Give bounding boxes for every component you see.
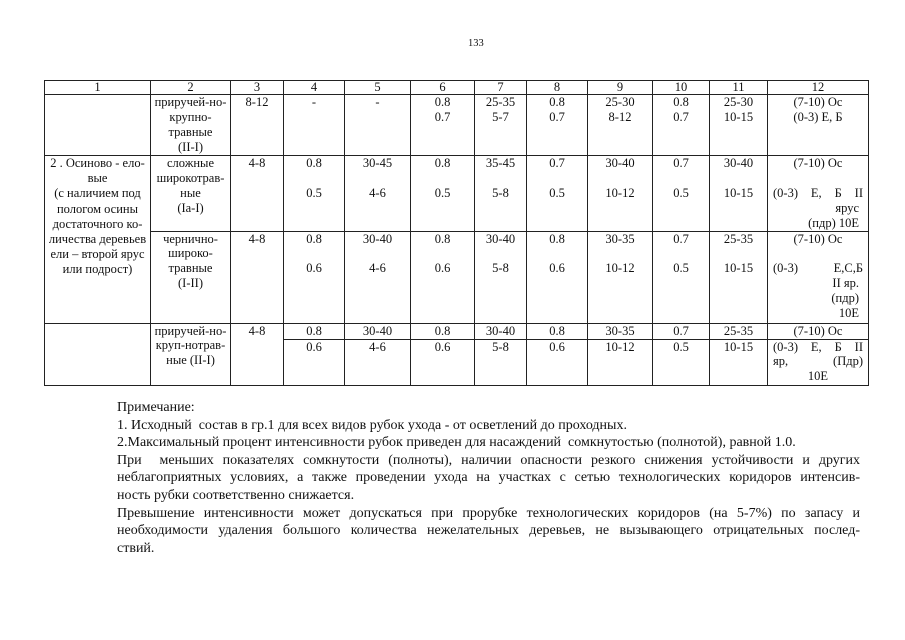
cell-value: 0.6 bbox=[306, 339, 322, 354]
note-line: неблагоприятных условиях, а также проведении ухода на участках с сетью технологических коридоров интенсив- bbox=[117, 470, 860, 486]
cell-value: 30-40 bbox=[723, 156, 754, 170]
composition-cell bbox=[768, 339, 869, 385]
table-cell bbox=[345, 323, 411, 339]
cell-value: 0.8 bbox=[306, 156, 322, 170]
table-cell bbox=[284, 156, 345, 232]
table-cell bbox=[653, 323, 710, 339]
cell-value: 10-15 bbox=[723, 109, 754, 124]
table-cell bbox=[411, 339, 475, 385]
stand-type-line: чернично- bbox=[163, 231, 218, 246]
table-cell bbox=[527, 231, 588, 323]
cell-value: (0-3) Е, Б II bbox=[773, 185, 863, 200]
group-label-line: пологом осины bbox=[56, 201, 138, 216]
table-cell bbox=[411, 95, 475, 156]
cell-value: 0.5 bbox=[434, 185, 451, 200]
table-cell bbox=[588, 323, 653, 339]
stand-type-cell bbox=[151, 323, 231, 385]
group-label-line: (с наличием под bbox=[54, 186, 141, 201]
group-label-line: 2 . Осиново - ело- bbox=[50, 156, 145, 170]
header-cell: 7 bbox=[475, 81, 527, 95]
stand-type-line: приручей-но- bbox=[154, 95, 227, 109]
cell-value: 0.7 bbox=[549, 109, 565, 124]
header-cell: 5 bbox=[345, 81, 411, 95]
header-cell: 1 bbox=[45, 81, 151, 95]
cell-value: яр, (Пдр) bbox=[773, 354, 863, 369]
thinning-table bbox=[44, 80, 869, 386]
cell-value: (7-10) Ос bbox=[793, 156, 843, 170]
composition-cell bbox=[768, 95, 869, 156]
group-label-line: вые bbox=[87, 171, 108, 186]
header-cell: 3 bbox=[231, 81, 284, 95]
table-cell bbox=[475, 323, 527, 339]
cell-value: 30-40 bbox=[485, 323, 516, 338]
cell-value: 0.6 bbox=[549, 339, 565, 354]
cell-value: 25-35 bbox=[485, 95, 516, 109]
stand-type-line: (I-II) bbox=[178, 276, 203, 291]
cell-value: 30-40 bbox=[485, 231, 516, 246]
stand-type-line: круп-нотрав- bbox=[155, 338, 226, 353]
group-label-line: достаточного ко- bbox=[52, 216, 143, 231]
cell-value: 25-30 bbox=[605, 95, 635, 109]
table-cell bbox=[231, 156, 284, 232]
group-cell-empty bbox=[45, 323, 151, 385]
table-cell bbox=[475, 231, 527, 323]
cell-value: 25-30 bbox=[723, 95, 754, 109]
cell-value: 30-35 bbox=[605, 231, 635, 246]
cell-value: 25-35 bbox=[723, 323, 754, 338]
table-cell bbox=[588, 339, 653, 385]
cell-value: 8-12 bbox=[608, 109, 632, 124]
stand-type-line: ные (II-I) bbox=[166, 353, 215, 368]
group-label-line: личества деревьев bbox=[48, 232, 147, 247]
page-number: 133 bbox=[468, 38, 484, 49]
header-cell: 12 bbox=[768, 81, 869, 95]
group-label-line: или подрост) bbox=[62, 262, 133, 277]
stand-type-line: травные bbox=[168, 124, 213, 139]
cell-value: (7-10) Ос bbox=[793, 323, 843, 338]
table-cell bbox=[588, 156, 653, 232]
cell-value: 30-40 bbox=[605, 156, 635, 170]
table-row bbox=[45, 156, 869, 232]
table-cell bbox=[653, 95, 710, 156]
table-cell bbox=[527, 323, 588, 339]
cell-value: (пдр) 10Е bbox=[808, 215, 859, 230]
composition-cell bbox=[768, 156, 869, 232]
table-cell bbox=[411, 323, 475, 339]
cell-value: 10-15 bbox=[723, 185, 754, 200]
cell-value: II яр. bbox=[832, 276, 859, 291]
note-line: Превышение интенсивности может допускаться при прорубке технологических коридоров (на 5-7%) по запасу и bbox=[117, 505, 860, 521]
cell-value: 0.7 bbox=[673, 231, 689, 246]
table-cell bbox=[345, 339, 411, 385]
table-cell bbox=[527, 156, 588, 232]
cell-value: 0.7 bbox=[549, 156, 565, 170]
stand-type-line: сложные bbox=[167, 156, 214, 170]
cell-value: 0.5 bbox=[673, 185, 689, 200]
notes-block bbox=[117, 399, 860, 557]
table-cell bbox=[653, 156, 710, 232]
header-cell: 2 bbox=[151, 81, 231, 95]
cell-value: (пдр) bbox=[831, 291, 859, 306]
table-cell bbox=[653, 231, 710, 323]
cell-value: 0.8 bbox=[549, 231, 565, 246]
cell-value: 5-7 bbox=[492, 109, 509, 124]
stand-type-line: (II-I) bbox=[178, 139, 203, 154]
cell-value: 0.7 bbox=[673, 109, 689, 124]
table-cell bbox=[588, 95, 653, 156]
cell-value: 10-12 bbox=[605, 185, 635, 200]
cell-value: 0.5 bbox=[306, 185, 322, 200]
table-cell bbox=[710, 95, 768, 156]
cell-value: 10Е bbox=[838, 306, 859, 321]
table-cell bbox=[411, 156, 475, 232]
cell-value: (7-10) Ос bbox=[793, 231, 843, 246]
cell-value: 35-45 bbox=[485, 156, 516, 170]
cell-value: - bbox=[375, 95, 380, 109]
cell-value: 0.7 bbox=[673, 156, 689, 170]
cell-value: 30-40 bbox=[362, 231, 393, 246]
table-row bbox=[45, 323, 869, 339]
cell-value: 0.5 bbox=[673, 261, 689, 276]
table-row bbox=[45, 95, 869, 156]
note-line: 1. Исходный состав в гр.1 для всех видов рубок ухода - от осветлений до проходных. bbox=[117, 417, 627, 433]
table-cell bbox=[710, 339, 768, 385]
table-cell bbox=[527, 339, 588, 385]
table-cell bbox=[284, 95, 345, 156]
composition-cell bbox=[768, 231, 869, 323]
table-cell bbox=[475, 339, 527, 385]
table-cell bbox=[653, 339, 710, 385]
cell-value: 4-6 bbox=[369, 185, 386, 200]
cell-value: 4-8 bbox=[248, 231, 266, 246]
cell-value: 0.8 bbox=[549, 323, 565, 338]
cell-value: 10-12 bbox=[605, 261, 635, 276]
cell-value: 0.6 bbox=[434, 261, 451, 276]
stand-type-line: широкотрав- bbox=[156, 170, 225, 185]
notes-title: Примечание: bbox=[117, 400, 195, 415]
cell-value: 0.8 bbox=[434, 231, 451, 246]
cell-value: 0.5 bbox=[673, 339, 689, 354]
cell-value: (0-3) Е,С,Б bbox=[773, 261, 863, 276]
cell-value: 0.8 bbox=[306, 231, 322, 246]
cell-value: 4-8 bbox=[248, 156, 266, 170]
group-label-cell bbox=[45, 156, 151, 324]
table-cell bbox=[527, 95, 588, 156]
stand-type-cell bbox=[151, 95, 231, 156]
stand-type-line: травные bbox=[168, 261, 213, 276]
cell-value: ярус bbox=[835, 200, 859, 215]
header-cell: 6 bbox=[411, 81, 475, 95]
cell-value: 0.6 bbox=[549, 261, 565, 276]
note-line: необходимости удаления большого количества нежелательных деревьев, не вызывающего отрицательных послед- bbox=[117, 523, 860, 539]
table-cell bbox=[710, 231, 768, 323]
header-cell: 8 bbox=[527, 81, 588, 95]
table-row bbox=[45, 231, 869, 323]
cell-value: 10-12 bbox=[605, 339, 635, 354]
table-cell bbox=[284, 339, 345, 385]
table-cell bbox=[710, 156, 768, 232]
stand-type-cell bbox=[151, 231, 231, 323]
cell-value: 0.6 bbox=[434, 339, 451, 354]
cell-value: 0.5 bbox=[549, 185, 565, 200]
cell-value: 30-45 bbox=[362, 156, 393, 170]
header-cell: 10 bbox=[653, 81, 710, 95]
table-cell bbox=[475, 95, 527, 156]
cell-value: 30-35 bbox=[605, 323, 635, 338]
group-cell-empty bbox=[45, 95, 151, 156]
cell-value: 10Е bbox=[807, 369, 829, 384]
table-cell bbox=[475, 156, 527, 232]
stand-type-line: приручей-но- bbox=[154, 323, 227, 338]
stand-type-line: широко- bbox=[168, 246, 213, 261]
cell-value: 4-6 bbox=[369, 261, 386, 276]
composition-cell bbox=[768, 323, 869, 339]
header-cell: 4 bbox=[284, 81, 345, 95]
cell-value: 5-8 bbox=[492, 339, 509, 354]
note-line: 2.Максимальный процент интенсивности рубок приведен для насаждений сомкнутостью (полнотой), равной 1.0. bbox=[117, 435, 796, 451]
table-cell bbox=[231, 231, 284, 323]
cell-value: 10-15 bbox=[723, 261, 754, 276]
cell-value: 0.8 bbox=[434, 156, 451, 170]
cell-value: 30-40 bbox=[362, 323, 393, 338]
cell-value: 5-8 bbox=[492, 185, 509, 200]
note-line: При меньших показателях сомкнутости (полноты), наличии опасности резкого снижения устойчивости и других bbox=[117, 452, 860, 468]
cell-value: 0.8 bbox=[549, 95, 565, 109]
cell-value: (0-3) Е, Б II bbox=[773, 339, 863, 354]
table-cell bbox=[231, 323, 284, 385]
cell-value: (7-10) Ос bbox=[793, 95, 843, 109]
cell-value: 0.7 bbox=[434, 109, 451, 124]
stand-type-line: крупно- bbox=[169, 109, 212, 124]
cell-value: 8-12 bbox=[245, 95, 269, 109]
table-cell bbox=[284, 231, 345, 323]
note-line: ность рубки соответственно снижается. bbox=[117, 487, 355, 503]
cell-value: 25-35 bbox=[723, 231, 754, 246]
table-cell bbox=[710, 323, 768, 339]
stand-type-cell bbox=[151, 156, 231, 232]
cell-value: 10-15 bbox=[723, 339, 754, 354]
table-cell bbox=[231, 95, 284, 156]
cell-value: 5-8 bbox=[492, 261, 509, 276]
stand-type-line: (Ia-I) bbox=[177, 200, 204, 215]
cell-value: 0.8 bbox=[673, 95, 689, 109]
cell-value: - bbox=[311, 95, 317, 109]
header-cell: 11 bbox=[710, 81, 768, 95]
cell-value: 0.7 bbox=[673, 323, 689, 338]
cell-value: 0.8 bbox=[434, 323, 451, 338]
table-cell bbox=[345, 95, 411, 156]
header-cell: 9 bbox=[588, 81, 653, 95]
table-cell bbox=[284, 323, 345, 339]
note-line: ствий. bbox=[117, 540, 155, 556]
cell-value: 0.6 bbox=[306, 261, 322, 276]
stand-type-line: ные bbox=[180, 185, 201, 200]
table-cell bbox=[345, 156, 411, 232]
cell-value: 0.8 bbox=[306, 323, 322, 338]
cell-value: 4-6 bbox=[369, 339, 386, 354]
table-cell bbox=[411, 231, 475, 323]
table-header-row bbox=[45, 81, 869, 95]
table-cell bbox=[345, 231, 411, 323]
table-cell bbox=[588, 231, 653, 323]
group-label-line: ели – второй ярус bbox=[50, 247, 145, 262]
cell-value: 4-8 bbox=[248, 323, 266, 338]
cell-value: (0-3) Е, Б bbox=[793, 109, 843, 124]
cell-value: 0.8 bbox=[434, 95, 451, 109]
